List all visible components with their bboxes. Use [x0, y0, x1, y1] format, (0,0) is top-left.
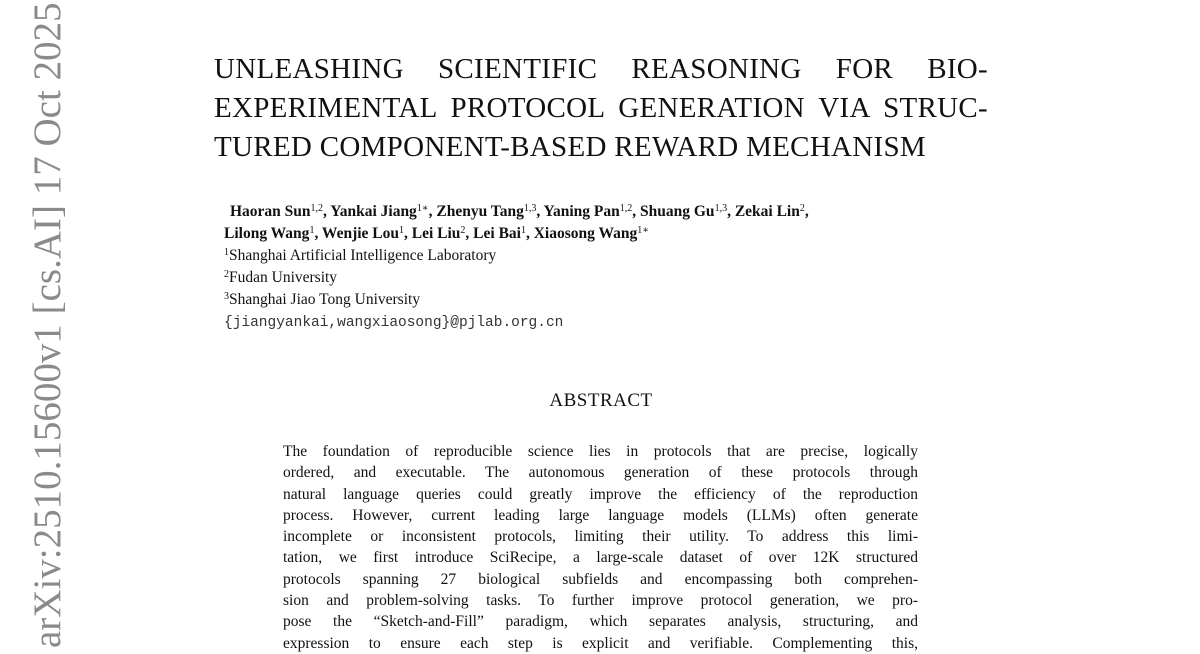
abstract-line: incomplete or inconsistent protocols, limiting their utility. To address this limi-: [283, 528, 918, 546]
author-line: [224, 201, 994, 223]
author-name: Lei Liu$^2$,: [411, 225, 474, 242]
author-name: Zekai Lin$^2$,: [734, 203, 809, 220]
author-name: Lilong Wang$^1$,: [224, 225, 322, 242]
arxiv-stamp-text: arXiv:2510.15600v1 [cs.AI] 17 Oct 2025: [26, 2, 69, 648]
abstract-line: pose the “Sketch-and-Fill” paradigm, which separates analysis, structuring, and: [283, 613, 918, 631]
author-name: Zhenyu Tang$^{1,3}$,: [436, 203, 544, 220]
contact-email: {jiangyankai,wangxiaosong}@pjlab.org.cn: [224, 315, 564, 331]
abstract-line: process. However, current leading large language models (LLMs) often generate: [283, 506, 918, 524]
author-line: [224, 223, 994, 245]
abstract-line: expression to ensure each step is explicit and verifiable. Complementing this,: [283, 634, 918, 652]
author-name: Yaning Pan$^{1,2}$,: [543, 203, 641, 220]
author-name: Wenjie Lou$^1$,: [321, 225, 412, 242]
abstract-line: natural language queries could greatly improve the efficiency of the reproduction: [283, 485, 918, 503]
title-line: TURED COMPONENT-BASED REWARD MECHANISM: [214, 131, 927, 163]
author-block: [224, 201, 994, 334]
abstract-heading: ABSTRACT: [549, 390, 653, 411]
abstract-line: ordered, and executable. The autonomous generation of these protocols through: [283, 464, 918, 482]
abstract-line: tation, we first introduce SciRecipe, a large-scale dataset of over 12K structured: [283, 549, 918, 567]
affiliation-1: $^1$Shanghai Artificial Intelligence Laboratory: [224, 247, 497, 264]
author-name: Haoran Sun$^{1,2}$,: [230, 203, 331, 220]
title-line: EXPERIMENTAL PROTOCOL GENERATION VIA STRUC-: [214, 92, 988, 124]
author-name: Xiaosong Wang$^{1∗}$: [533, 225, 650, 242]
author-name: Shuang Gu$^{1,3}$,: [640, 203, 735, 220]
affiliation-3: $^3$Shanghai Jiao Tong University: [224, 291, 421, 308]
author-name: Yankai Jiang$^{1∗}$,: [330, 203, 437, 220]
affiliation-2: $^2$Fudan University: [224, 269, 338, 286]
abstract-line: sion and problem-solving tasks. To further improve protocol generation, we pro-: [283, 592, 918, 610]
abstract-body: [283, 441, 918, 654]
abstract-line: The foundation of reproducible science lies in protocols that are precise, logically: [283, 443, 918, 460]
abstract-line: protocols spanning 27 biological subfields and encompassing both comprehen-: [283, 570, 918, 588]
paper-title: [214, 50, 988, 167]
title-line: UNLEASHING SCIENTIFIC REASONING FOR BIO-: [214, 53, 988, 85]
arxiv-identifier-stamp: [0, 0, 100, 648]
author-name: Lei Bai$^1$,: [473, 225, 534, 242]
